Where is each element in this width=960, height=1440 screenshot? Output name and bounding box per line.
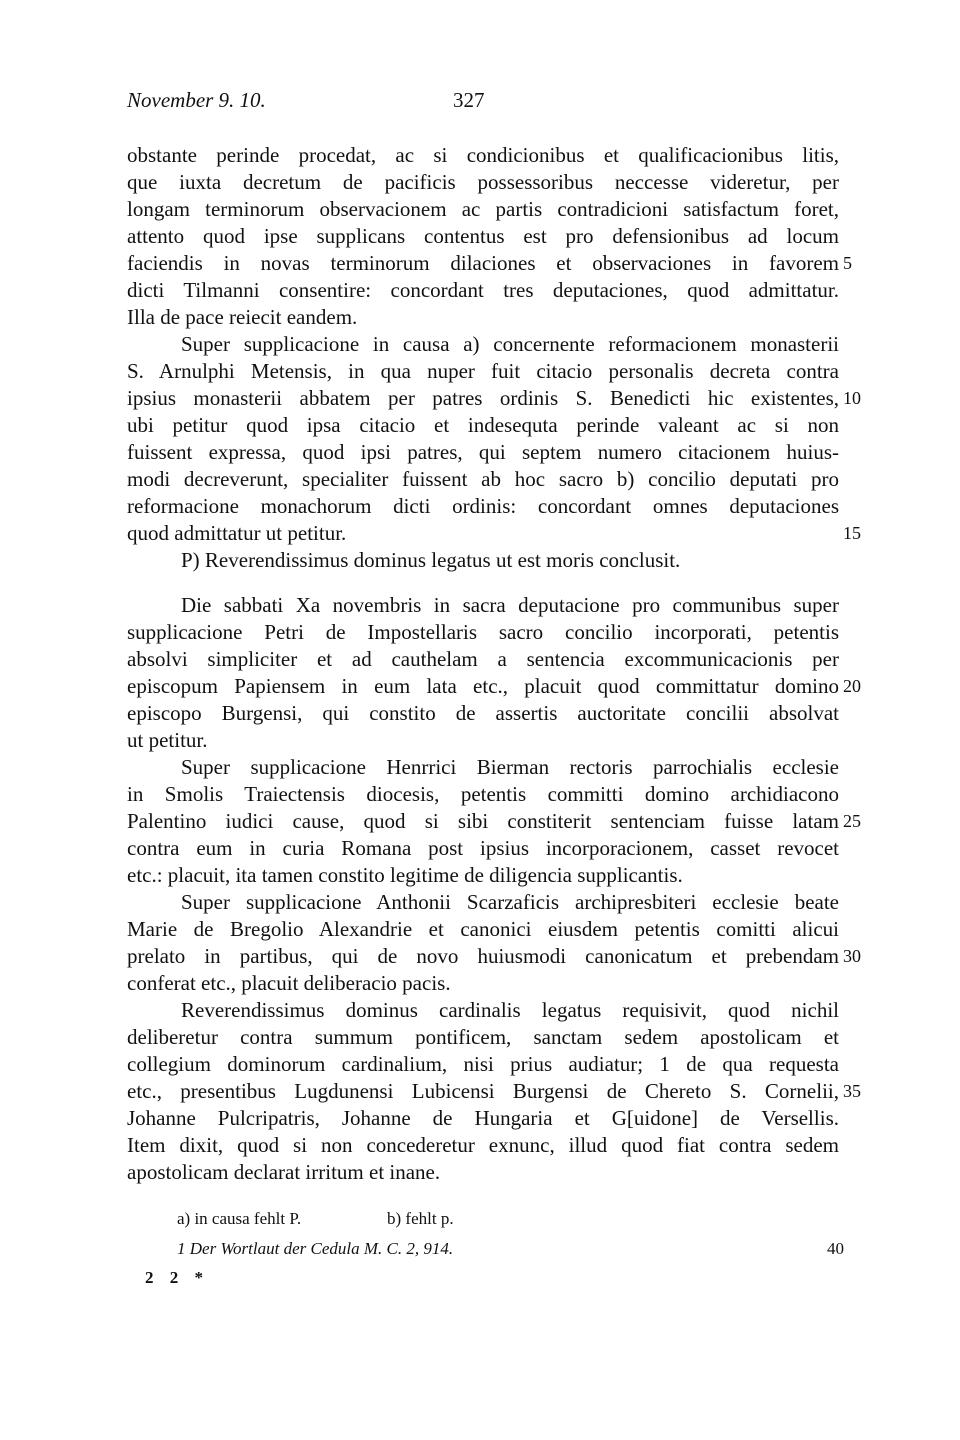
text-line: ut petitur. [127,728,208,752]
text-line: etc., presentibus Lugdunensi Lubicensi Burgensi de Chereto S. Cornelii, 35 [127,1078,839,1105]
footnotes [127,1204,867,1264]
text-line: episcopo Burgensi, qui constito de assertis auctoritate concilii absolvat [127,701,839,725]
line-number: 30 [843,946,861,966]
text-line: Palentino iudici cause, quod si sibi constiterit sentenciam fuisse latam 25 [127,808,839,835]
text-line: Super supplicacione Anthonii Scarzaficis archipresbiteri ecclesie beate [181,890,839,914]
footnote-1: 1 Der Wortlaut der Cedula M. C. 2, 914. [177,1239,454,1258]
text-line: conferat etc., placuit deliberacio pacis. [127,971,451,995]
text-line: Marie de Bregolio Alexandrie et canonici eiusdem petentis comitti alicui [127,917,839,941]
text-line: modi decreverunt, specialiter fuissent ab hoc sacro b) concilio deputati pro [127,467,839,491]
page-number: 327 [453,88,485,112]
text-line: fuissent expressa, quod ipsi patres, qui septem numero citacionem huius- [127,440,839,464]
text-line: Illa de pace reiecit eandem. [127,305,358,329]
text-line: deliberetur contra summum pontificem, sanctam sedem apostolicam et [127,1025,839,1049]
footnote-a: a) in causa fehlt P. [177,1209,302,1228]
line-number: 35 [843,1081,861,1101]
text-line: Die sabbati Xa novembris in sacra deputacione pro communibus super [181,593,839,617]
running-header [127,88,835,118]
line-number: 20 [843,676,861,696]
text-line: Super supplicacione in causa a) concernente reformacionem monasterii [181,332,839,356]
text-line: Super supplicacione Henrrici Bierman rectoris parrochialis ecclesie [181,755,839,779]
text-line: apostolicam declarat irritum et inane. [127,1160,441,1184]
text-line: episcopum Papiensem in eum lata etc., placuit quod committatur domino 20 [127,673,839,700]
body-text [127,142,861,1186]
text-line: absolvi simpliciter et ad cauthelam a sentencia excommunicacionis per [127,647,839,671]
footnote-b: b) fehlt p. [387,1209,454,1228]
text-line: que iuxta decretum de pacificis possessoribus neccesse videretur, per [127,170,839,194]
text-line: supplicacione Petri de Impostellaris sacro concilio incorporati, petentis [127,620,839,644]
line-number: 40 [827,1239,844,1258]
text-line: Reverendissimus dominus cardinalis legatus requisivit, quod nichil [181,998,839,1022]
text-line: P) Reverendissimus dominus legatus ut est moris conclusit. [181,548,681,572]
text-line: attento quod ipse supplicans contentus est pro defensionibus ad locum [127,224,839,248]
text-line: prelato in partibus, qui de novo huiusmodi canonicatum et prebendam 30 [127,943,839,970]
text-line: reformacione monachorum dicti ordinis: concordant omnes deputaciones [127,494,839,518]
text-line: contra eum in curia Romana post ipsius incorporacionem, casset revocet [127,836,839,860]
text-line: obstante perinde procedat, ac si condicionibus et qualificacionibus litis, [127,143,839,167]
text-line: ipsius monasterii abbatem per patres ordinis S. Benedicti hic existentes, 10 [127,385,839,412]
line-number: 15 [843,523,861,543]
line-number: 5 [843,253,852,273]
paragraph-gap [127,574,839,592]
text-line: Johanne Pulcripatris, Johanne de Hungaria et G[uidone] de Versellis. [127,1106,839,1130]
header-date: November 9. 10. [127,88,266,112]
printer-signature: 2 2 * [145,1268,209,1287]
text-line: longam terminorum observacionem ac partis contradicioni satisfactum foret, [127,197,839,221]
text-line: Item dixit, quod si non concederetur exnunc, illud quod fiat contra sedem [127,1133,839,1157]
text-line: S. Arnulphi Metensis, in qua nuper fuit citacio personalis decreta contra [127,359,839,383]
line-number: 10 [843,388,861,408]
text-line: etc.: placuit, ita tamen constito legitime de diligencia supplicantis. [127,863,683,887]
line-number: 25 [843,811,861,831]
text-line: quod admittatur ut petitur. 15 [127,520,839,547]
text-line: collegium dominorum cardinalium, nisi prius audiatur; 1 de qua requesta [127,1052,839,1076]
text-line: ubi petitur quod ipsa citacio et indesequta perinde valeant ac si non [127,413,839,437]
text-line: dicti Tilmanni consentire: concordant tres deputaciones, quod admittatur. [127,278,839,302]
text-line: in Smolis Traiectensis diocesis, petentis committi domino archidiacono [127,782,839,806]
text-line: faciendis in novas terminorum dilaciones et observaciones in favorem 5 [127,250,839,277]
footnote-row [127,1204,867,1234]
footnote-row [127,1234,867,1264]
